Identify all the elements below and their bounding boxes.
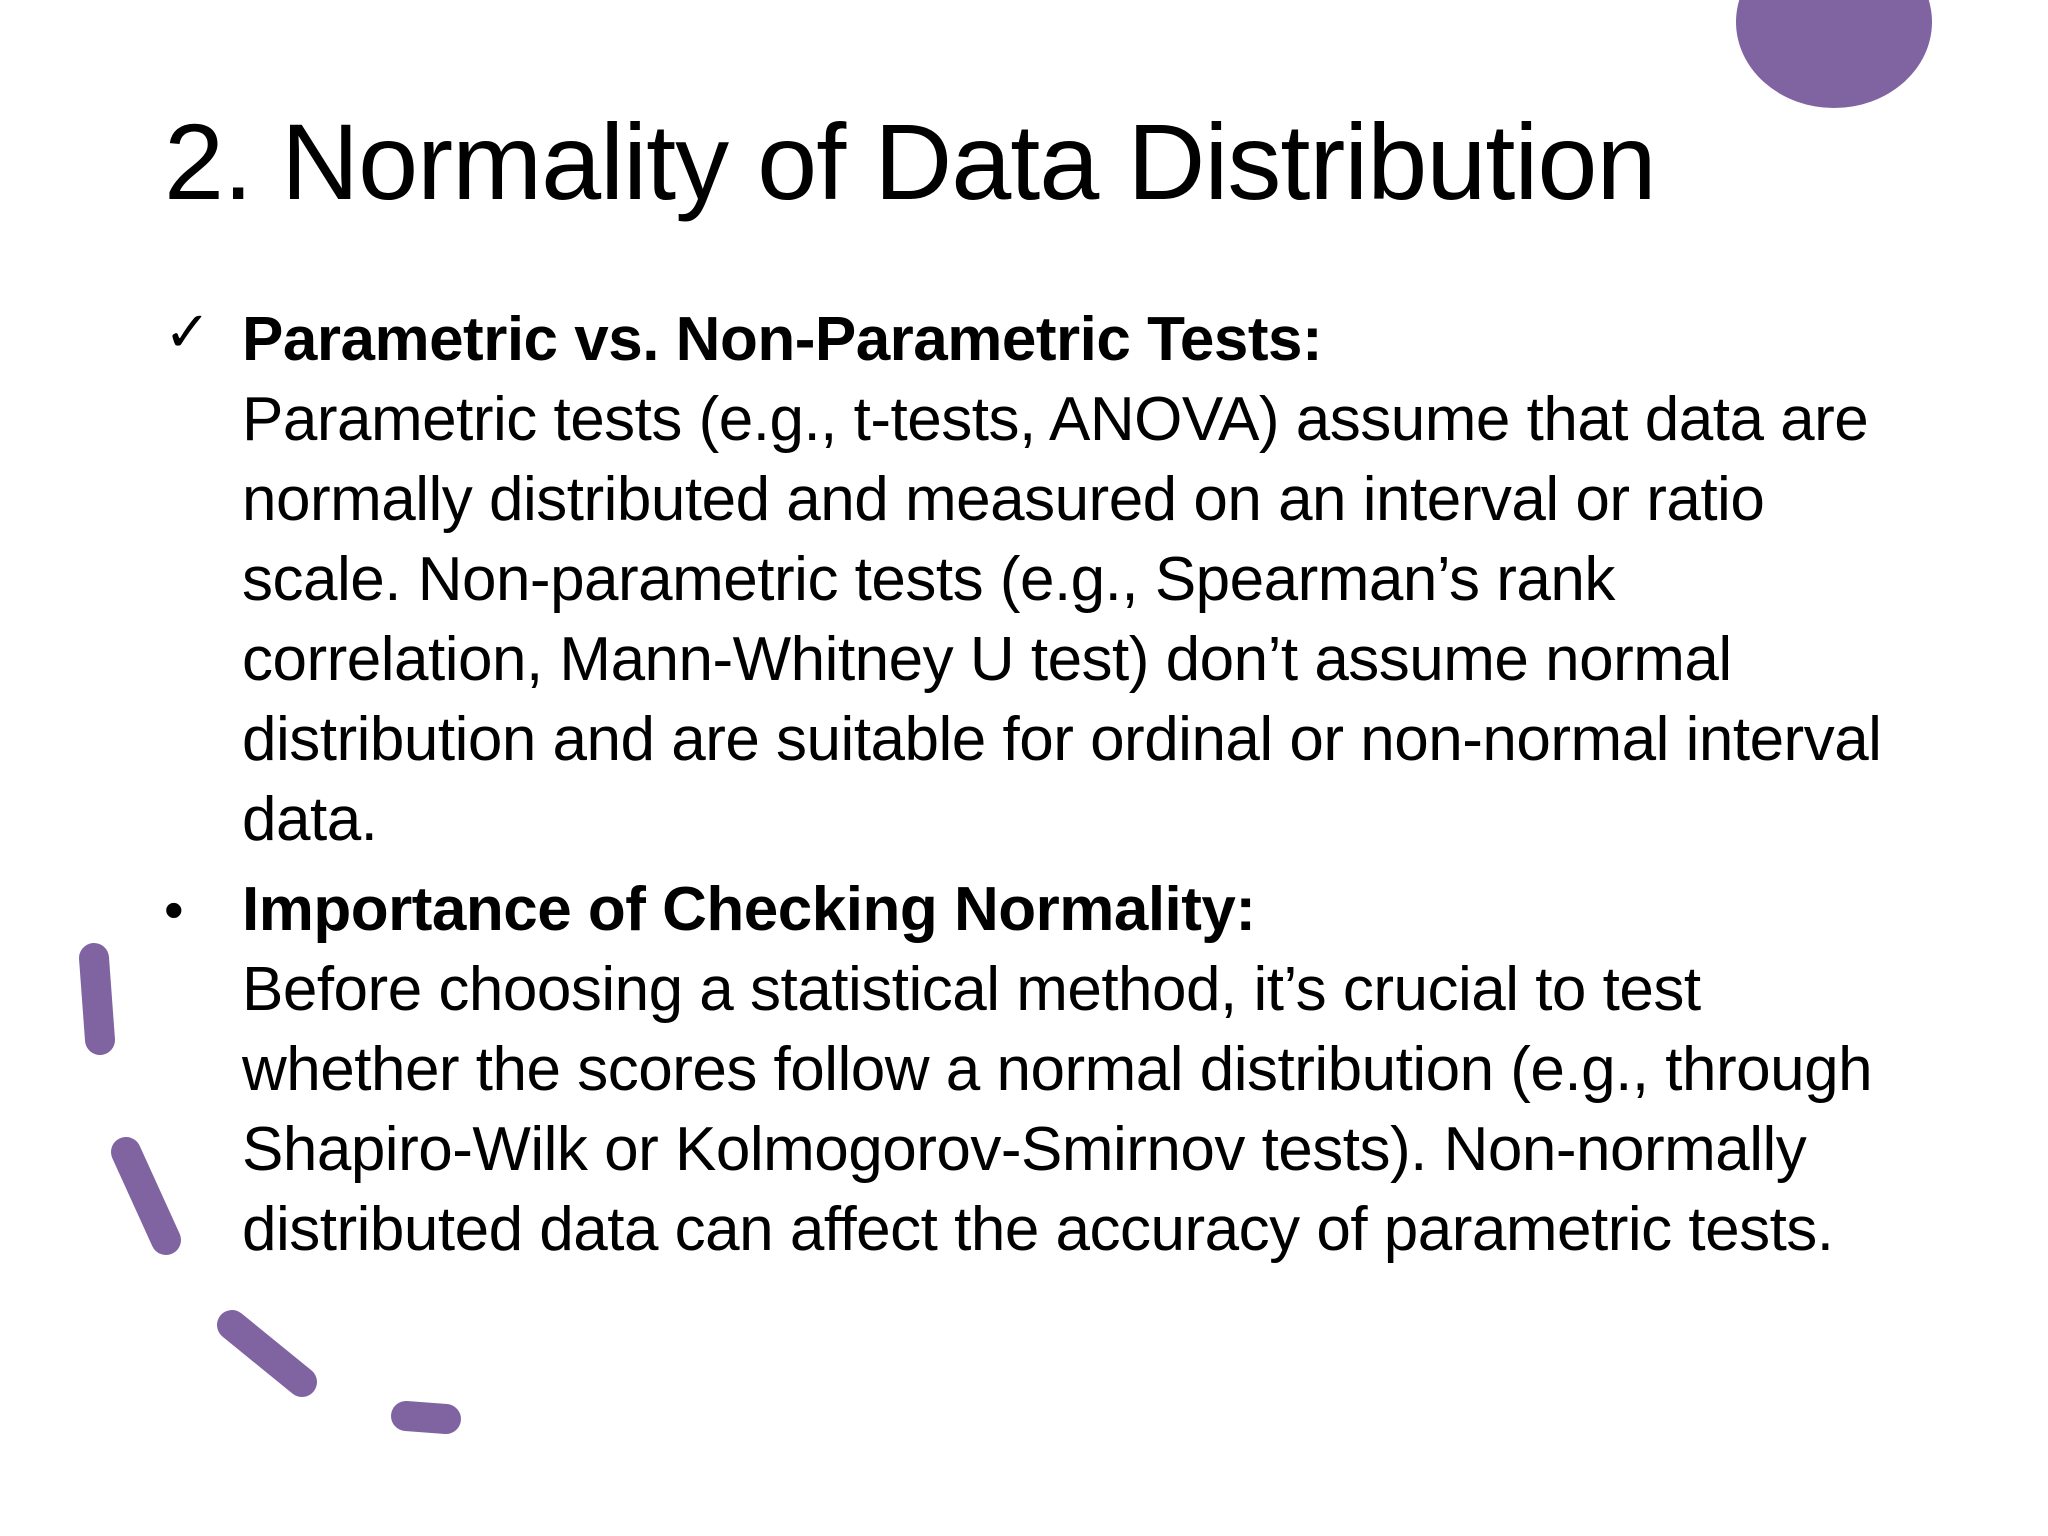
bullet-body: Before choosing a statistical method, it’s crucial to test whether the scores follow a normal distribution (e.g., through Shapiro-Wilk or Kolmogorov-Smirnov tests). Non-normally distributed data can affect the accuracy of parametric tests. [242,955,1873,1264]
bullet-parametric-vs-nonparametric [164,300,1904,860]
bullet-heading: Parametric vs. Non-Parametric Tests: [242,305,1323,374]
bullet-importance-of-normality [164,870,1904,1270]
slide-title: 2. Normality of Data Distribution [164,101,1656,222]
bullet-heading: Importance of Checking Normality: [242,875,1256,944]
bullet-list [164,300,1904,1280]
checkmark-icon: ✓ [164,300,211,363]
bullet-dot-icon: • [164,878,184,941]
top-right-circle-decoration [1736,0,1932,108]
bullet-body: Parametric tests (e.g., t-tests, ANOVA) assume that data are normally distributed and measured on an interval or ratio scale. Non-parametric tests (e.g., Spearman’s rank correlation, Mann-Whitney U test) don’t assume normal distribution and are suitable for ordinal or non-normal interval data. [242,385,1882,854]
